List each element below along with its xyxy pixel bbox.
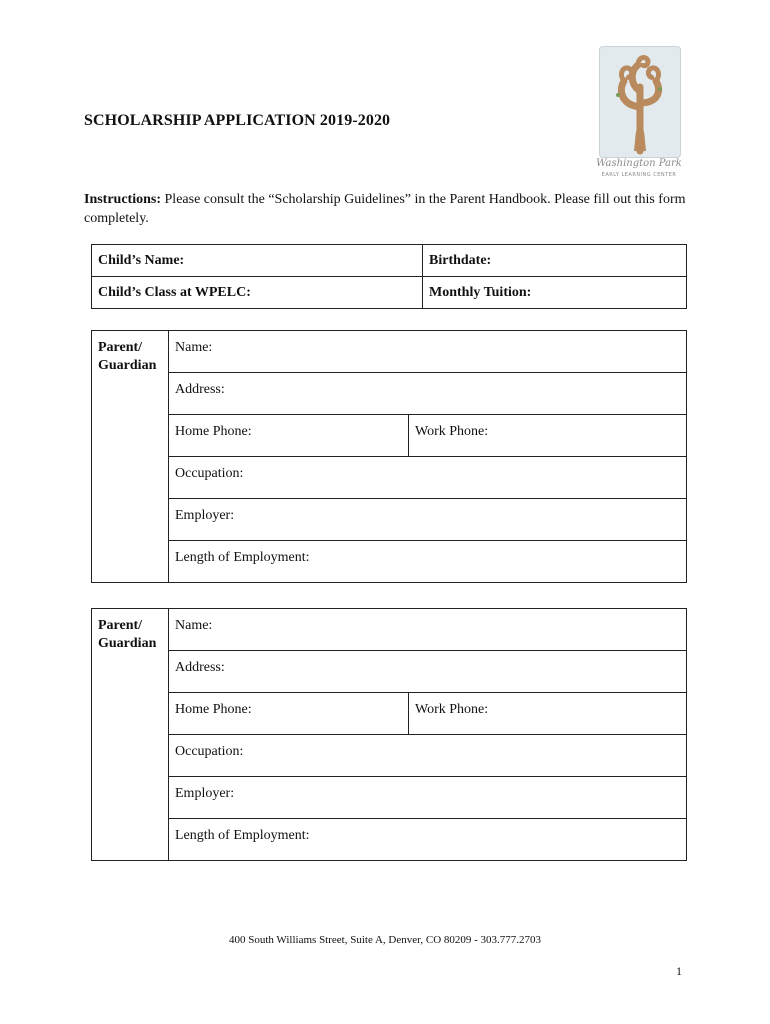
guardian-employer-field[interactable]: Employer: — [169, 499, 687, 541]
child-info-table — [91, 244, 687, 309]
page-title: SCHOLARSHIP APPLICATION 2019-2020 — [84, 112, 391, 129]
childs-name-field[interactable]: Child’s Name: — [92, 245, 423, 277]
logo — [589, 44, 689, 184]
footer-address: 400 South Williams Street, Suite A, Denver, CO 80209 - 303.777.2703 — [228, 934, 542, 946]
guardian-label: Parent/ Guardian — [92, 609, 169, 861]
guardian-employer-field[interactable]: Employer: — [169, 777, 687, 819]
guardian-work-phone-field[interactable]: Work Phone: — [409, 415, 687, 457]
page-number: 1 — [676, 964, 682, 978]
instructions-text: Please consult the “Scholarship Guidelines” in the Parent Handbook. Please fill out this form completely. — [84, 192, 686, 226]
guardian-table-1 — [91, 330, 687, 583]
guardian-home-phone-field[interactable]: Home Phone: — [169, 415, 409, 457]
guardian-length-of-employment-field[interactable]: Length of Employment: — [169, 819, 687, 861]
instructions — [84, 190, 694, 228]
tree-logo-icon — [599, 46, 681, 158]
birthdate-field[interactable]: Birthdate: — [423, 245, 687, 277]
guardian-table-2 — [91, 608, 687, 861]
monthly-tuition-field[interactable]: Monthly Tuition: — [423, 277, 687, 309]
instructions-label: Instructions: — [84, 192, 162, 207]
guardian-address-field[interactable]: Address: — [169, 373, 687, 415]
guardian-occupation-field[interactable]: Occupation: — [169, 457, 687, 499]
guardian-work-phone-field[interactable]: Work Phone: — [409, 693, 687, 735]
logo-name: Washington Park — [596, 158, 682, 169]
childs-class-field[interactable]: Child’s Class at WPELC: — [92, 277, 423, 309]
logo-subtitle: EARLY LEARNING CENTER — [601, 172, 677, 178]
guardian-name-field[interactable]: Name: — [169, 609, 687, 651]
guardian-name-field[interactable]: Name: — [169, 331, 687, 373]
guardian-label: Parent/ Guardian — [92, 331, 169, 583]
guardian-occupation-field[interactable]: Occupation: — [169, 735, 687, 777]
guardian-address-field[interactable]: Address: — [169, 651, 687, 693]
guardian-home-phone-field[interactable]: Home Phone: — [169, 693, 409, 735]
guardian-length-of-employment-field[interactable]: Length of Employment: — [169, 541, 687, 583]
